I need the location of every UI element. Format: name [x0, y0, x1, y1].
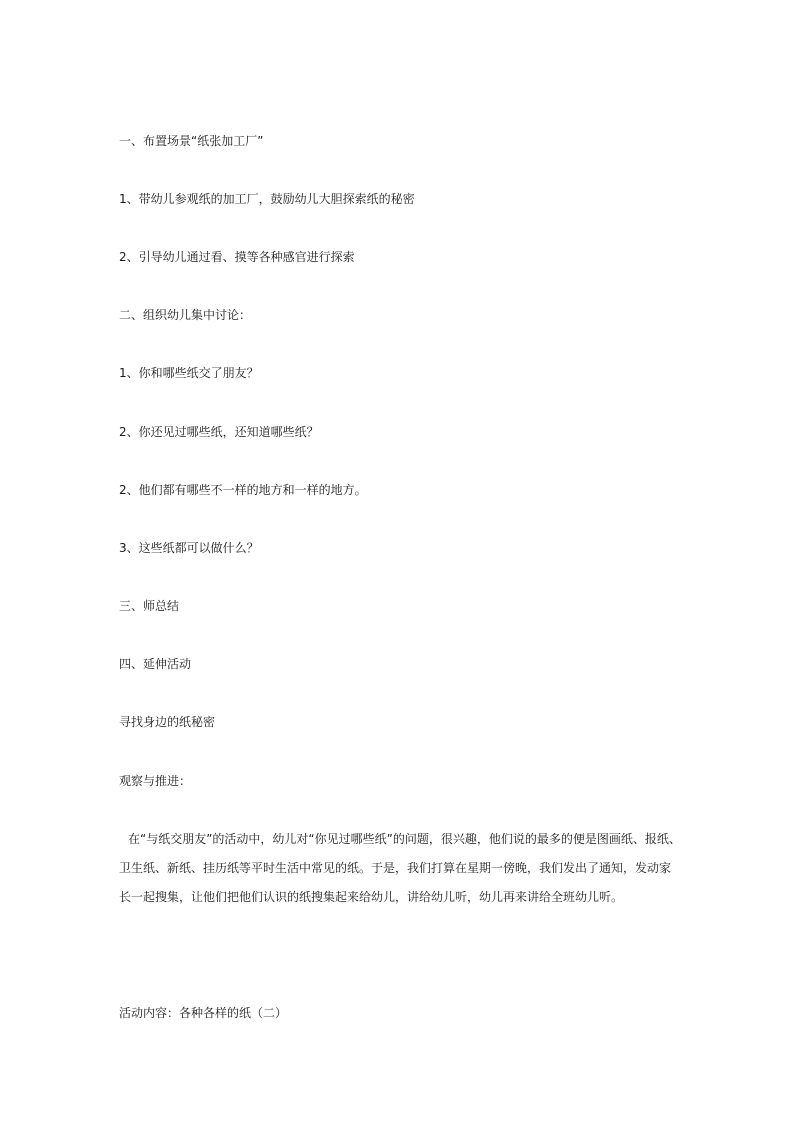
observation-heading: 观察与推进： — [119, 774, 192, 788]
section2-item-1: 1、你和哪些纸交了朋友？ — [119, 366, 259, 380]
section4-heading: 四、延伸活动 — [119, 657, 192, 671]
section3-heading: 三、师总结 — [119, 599, 180, 613]
section2-heading: 二、组织幼儿集中讨论： — [119, 308, 252, 322]
section1-heading: 一、布置场景“纸张加工厂” — [119, 134, 264, 148]
section1-item-2: 2、引导幼儿通过看、摸等各种感官进行探索 — [119, 250, 355, 264]
section2-item-3: 2、他们都有哪些不一样的地方和一样的地方。 — [119, 483, 367, 497]
observation-paragraph — [119, 825, 689, 912]
observation-paragraph-line-1: 在“与纸交朋友”的活动中，幼儿对“你见过哪些纸”的问题，很兴趣，他们说的最多的便是图画纸、报纸、 — [128, 832, 681, 846]
section1-item-1: 1、带幼儿参观纸的加工厂，鼓励幼儿大胆探索纸的秘密 — [119, 192, 415, 206]
section2-item-2: 2、你还见过哪些纸，还知道哪些纸？ — [119, 425, 319, 439]
section2-item-4: 3、这些纸都可以做什么？ — [119, 541, 259, 555]
activity-content: 活动内容：各种各样的纸（二） — [119, 1006, 288, 1020]
observation-paragraph-line-3: 长一起搜集，让他们把他们认识的纸搜集起来给幼儿，讲给幼儿听，幼儿再来讲给全班幼儿听。 — [119, 890, 624, 904]
extension-text: 寻找身边的纸秘密 — [119, 715, 216, 729]
observation-paragraph-line-2: 卫生纸、新纸、挂历纸等平时生活中常见的纸。于是，我们打算在星期一傍晚，我们发出了通知，发动家 — [119, 861, 672, 875]
